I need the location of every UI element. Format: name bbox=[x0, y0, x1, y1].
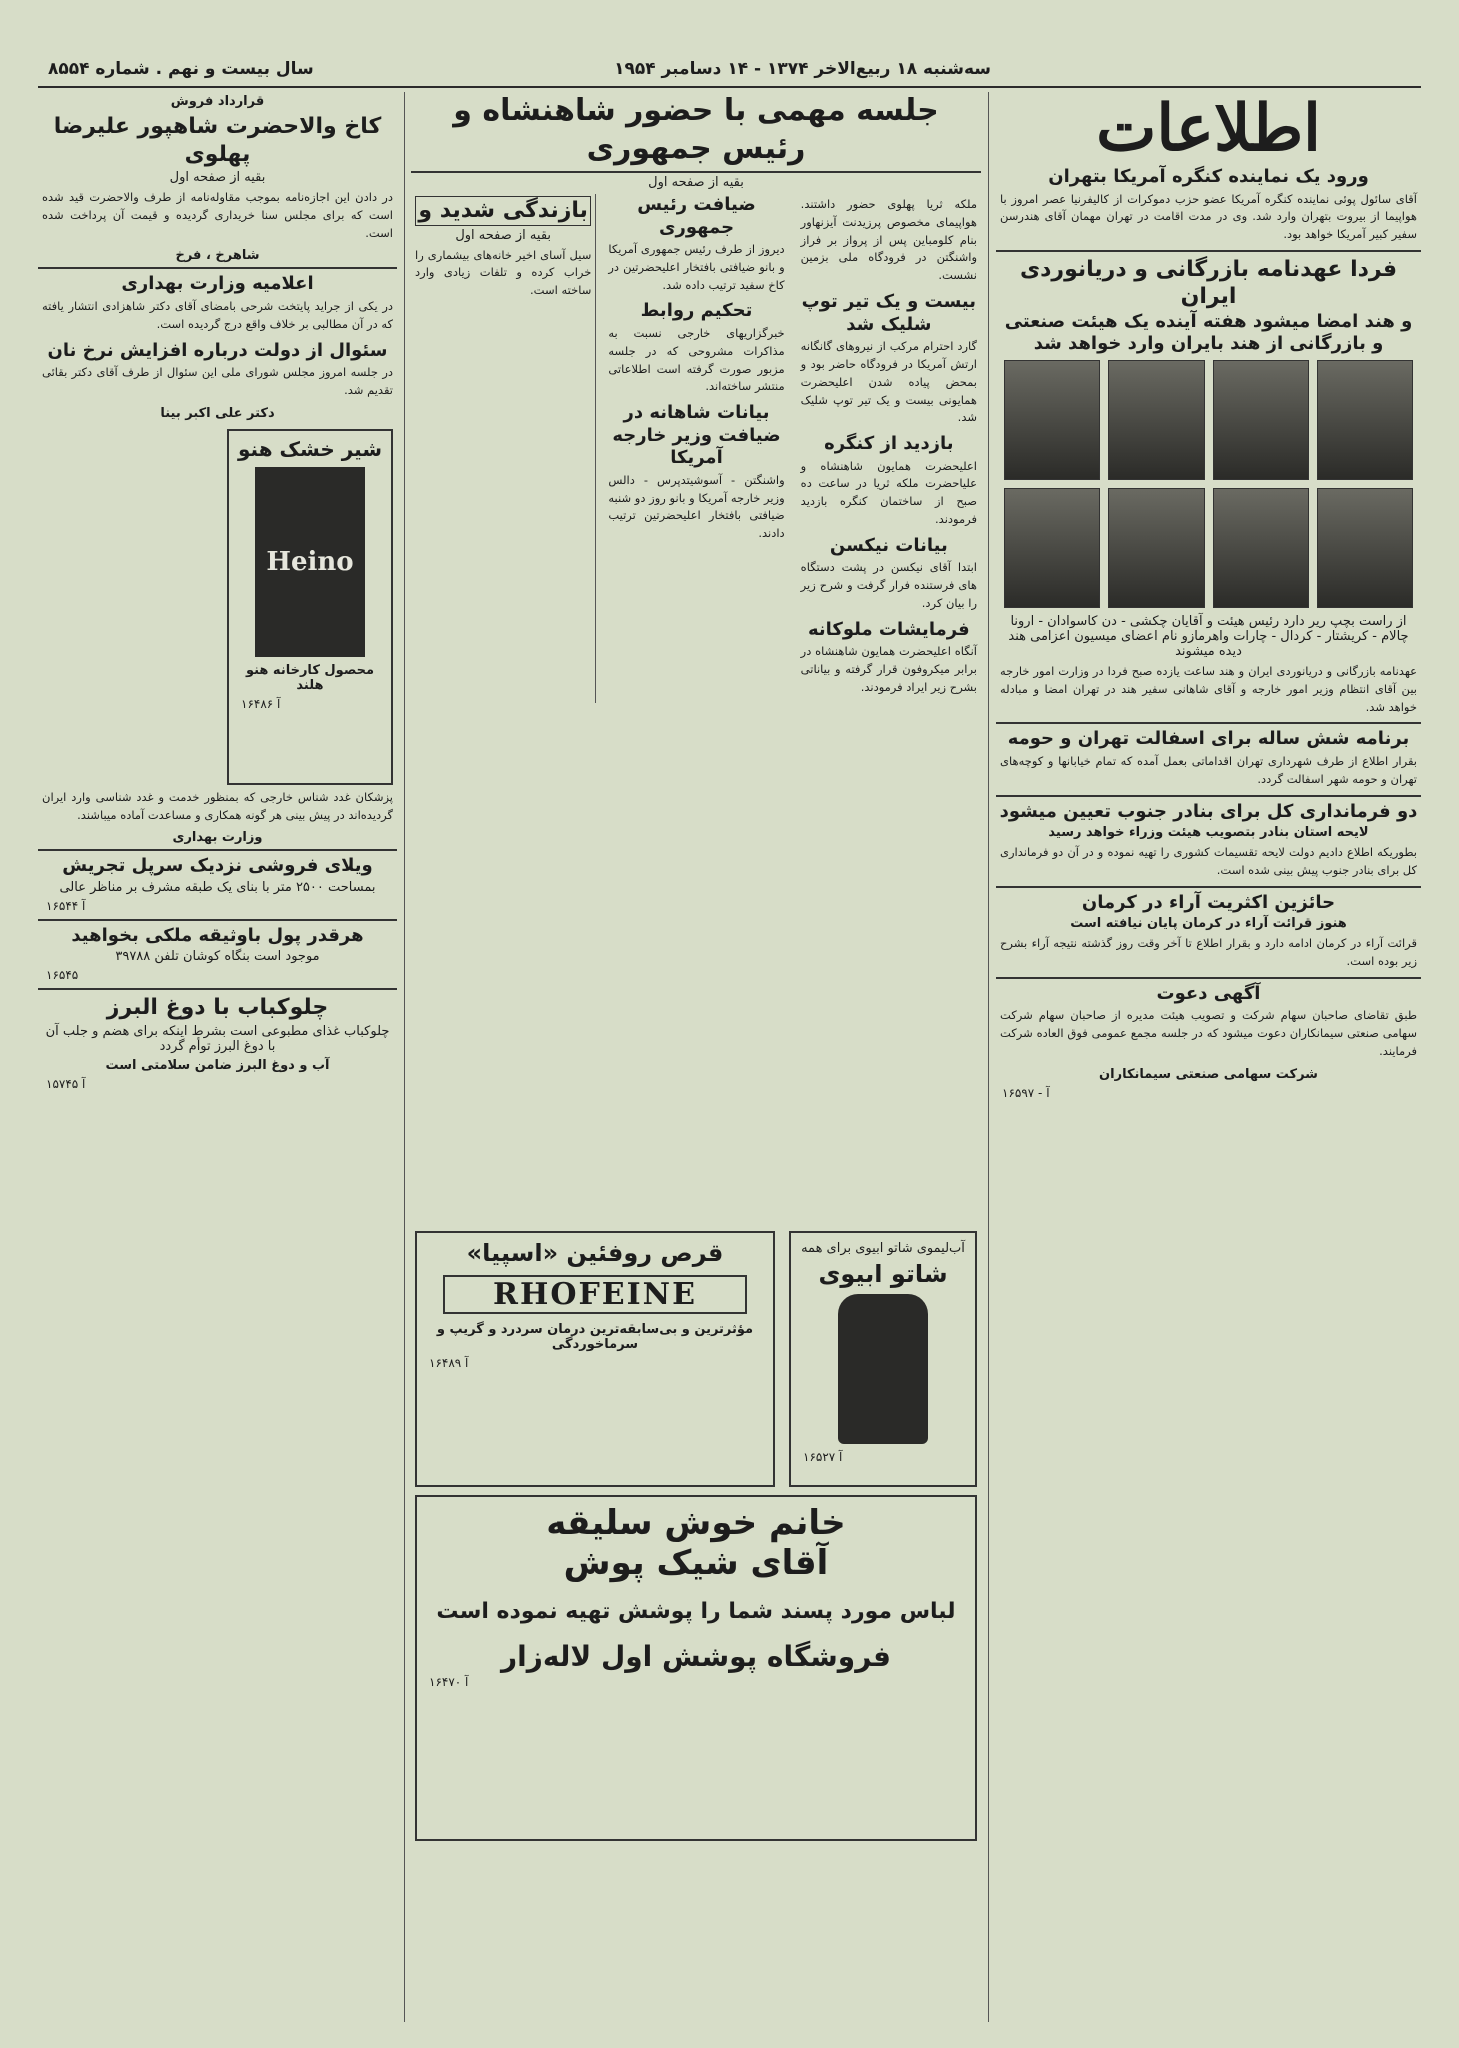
header-line bbox=[38, 52, 1421, 88]
contract-title: قرارداد فروش bbox=[170, 94, 265, 109]
chelo-line2: آب و دوغ البرز ضامن سلامتی است bbox=[105, 1057, 330, 1073]
bread-question-title: سئوال از دولت درباره افزایش نرخ نان bbox=[47, 339, 388, 361]
loan-title: هرقدر پول باوثیقه ملکی بخواهید bbox=[71, 924, 364, 946]
column-middle bbox=[411, 92, 981, 2022]
pooshesh-line4: فروشگاه پوشش اول لاله‌زار bbox=[501, 1640, 891, 1673]
story-kerman-title: حائزین اکثریت آراء در کرمان bbox=[1081, 891, 1336, 913]
pooshesh-line3: لباس مورد پسند شما را پوشش تهیه نموده است bbox=[436, 1599, 956, 1624]
salute-body: گارد احترام مرکب از نیروهای گانگانه ارتش آمریکا در فرودگاه حاضر بود و بمحض پیاده شدن اعلیحضرت همایونی بیست و یک تیر توپ شلیک شد. bbox=[800, 339, 977, 425]
royal-remarks-title: فرمایشات ملوکانه bbox=[807, 618, 970, 640]
ad-chelokabab bbox=[38, 988, 397, 1097]
health-notice-title: اعلامیه وزارت بهداری bbox=[121, 273, 314, 295]
lead-body: ملکه ثریا پهلوی حضور داشتند. هواپیمای مخصوص پرزیدنت آیزنهاور بنام کلومباین پس از پرواز بر فراز واشنگتن در فرودگاه ملی بزمین نشست. bbox=[800, 197, 977, 283]
loan-body: موجود است بنگاه کوشان تلفن ۳۹۷۸۸ bbox=[115, 949, 320, 965]
story-asphalt-title: برنامه شش ساله برای اسفالت تهران و حومه bbox=[1007, 728, 1410, 750]
story-ports-subtitle: لایحه استان بنادر بتصویب هیئت وزراء خواهد رسید bbox=[1048, 825, 1369, 840]
ad-sharab bbox=[789, 1231, 977, 1487]
story-treaty-title: فردا عهدنامه بازرگانی و دریانوردی ایران bbox=[1019, 256, 1398, 310]
rain-subtitle: بقیه از صفحه اول bbox=[455, 227, 552, 243]
photo-grid bbox=[996, 356, 1421, 612]
ad-pooshesh bbox=[415, 1495, 977, 1841]
story-kerman-body: قرائت آراء در کرمان ادامه دارد و بقرار اطلاع تا آخر وقت روز گذشته نتیجه آراء بشرح زیر بوده است. bbox=[1000, 936, 1417, 968]
divider bbox=[38, 267, 397, 269]
congress-title: بازدید از کنگره bbox=[824, 433, 954, 455]
divider bbox=[996, 250, 1421, 252]
loan-code: ۱۶۵۴۵ bbox=[46, 968, 79, 983]
bread-question-body: در جلسه امروز مجلس شورای ملی این سئوال از طرف آقای دکتر بقائی تقدیم شد. bbox=[42, 365, 393, 397]
doctors-notice: پزشکان غدد شناس خارجی که بمنظور خدمت و غدد شناسی وارد ایران گردیده‌اند در پیش بینی هر گونه همکاری و مساعدت آماده میباشند. bbox=[42, 789, 393, 822]
relations-body: خبرگزاریهای خارجی نسبت به مذاکرات مشروحی که در جلسه مزبور صورت گرفته است اطلاعاتی منتشر ساخته‌اند. bbox=[608, 325, 785, 394]
delegate-photo bbox=[1213, 360, 1309, 480]
milk-can-icon bbox=[255, 467, 365, 657]
palace-body: در دادن این اجازه‌نامه بموجب مقاوله‌نامه از طرف والاحضرت قید شده است که برای مجلس سنا خریداری گردیده و قیمت آن پرداخت شده است. bbox=[42, 190, 393, 240]
date-line: سه‌شنبه ۱۸ ربیع‌الاخر ۱۳۷۴ - ۱۴ دسامبر ۱۹۵۴ bbox=[614, 59, 991, 79]
story-treaty-body: عهدنامه بازرگانی و دریانوردی ایران و هند ساعت یازده صبح فردا در وزارت امور خارجه بین آقای انتظام وزیر امور خارجه و آقای شاهانی سفیر هند در تهران امضا و مبادله خواهد شد. bbox=[1000, 663, 1417, 714]
column-rule bbox=[988, 92, 989, 2022]
photo-caption: از راست بچپ ریر دارد رئیس هیئت و آقایان چکشی - دن کاسوادان - ارونا چالام - کریشتار - کردال - چارات واهرمازو نام اعضای میسیون اعزامی هند دیده میشوند bbox=[1008, 613, 1409, 659]
royal-remarks-body: آنگاه اعلیحضرت همایون شاهنشاه در برابر میکروفون قرار گرفته و بیاناتی بشرح زیر ایراد فرمودند. bbox=[800, 644, 977, 694]
ad-honu bbox=[227, 429, 393, 785]
lead-subtitle: بقیه از صفحه اول bbox=[648, 175, 744, 190]
reception-body: دیروز از طرف رئیس جمهوری آمریکا و بانو ضیافتی بافتخار اعلیحضرتین در کاخ سفید ترتیب داده شد. bbox=[608, 242, 785, 292]
delegate-photo bbox=[1004, 360, 1100, 480]
notice-signature: شرکت سهامی صنعتی سیمانکاران bbox=[1099, 1066, 1318, 1082]
dulles-dinner-body: واشنگتن - آسوشیتدپرس - دالس وزیر خارجه آمریکا و بانو روز دو شنبه ضیافتی بافتخار اعلیحضرتین ترتیب دادند. bbox=[608, 472, 785, 541]
volume-number: سال بیست و نهم . شماره ۸۵۵۴ bbox=[48, 59, 314, 79]
chelo-title: چلوکباب با دوغ البرز bbox=[106, 995, 329, 1021]
rain-title: بازندگی شدید و bbox=[415, 196, 591, 226]
sharab-top: آب‌لیموی شاتو ابیوی برای همه bbox=[801, 1241, 965, 1256]
ad-loan bbox=[38, 919, 397, 989]
delegate-photo bbox=[1108, 360, 1204, 480]
delegate-photo bbox=[1317, 488, 1413, 608]
lead-col-b bbox=[604, 194, 788, 703]
delegate-photo bbox=[1213, 488, 1309, 608]
bread-question-signature: دکتر علی اکبر بینا bbox=[160, 405, 275, 421]
salute-title: بیست و یک تیر توپ شلیک شد bbox=[801, 291, 977, 335]
rhofeine-latin: RHOFEINE bbox=[443, 1275, 747, 1314]
delegate-photo bbox=[1004, 488, 1100, 608]
health-notice-body: در یکی از جراید پایتخت شرحی بامضای آقای دکتر شاهزادی انتشار یافته که در آن مطالبی بر خلاف واقع درج گردیده است. bbox=[42, 298, 393, 331]
middle-ads bbox=[411, 1227, 981, 1845]
lead-columns bbox=[411, 194, 981, 703]
chelo-body: چلوکباب غذای مطبوعی است بشرط اینکه برای هضم و جلب آن با دوغ البرز توأم گردد bbox=[45, 1023, 390, 1054]
chelo-code: آ ۱۵۷۴۵ bbox=[46, 1076, 86, 1091]
palace-signature: شاهرخ ، فرخ bbox=[175, 248, 260, 264]
sharab-code: آ ۱۶۵۲۷ bbox=[803, 1450, 843, 1464]
honu-bottom: محصول کارخانه هنو هلند bbox=[245, 662, 375, 693]
story-asphalt-body: بقرار اطلاع از طرف شهرداری تهران اقداماتی بعمل آمده که تمام خیابانها و کوچه‌های تهران و حومه شهر اسفالت گردد. bbox=[1000, 753, 1417, 786]
delegate-photo bbox=[1317, 360, 1413, 480]
story-treaty-subtitle: و هند امضا میشود هفته آینده یک هیئت صنعتی و بازرگانی از هند بایران وارد خواهد شد bbox=[1004, 310, 1413, 355]
rhofeine-title: قرص روفئین «اسپیا» bbox=[466, 1239, 724, 1267]
nixon-title: بیانات نیکسن bbox=[829, 534, 948, 556]
masthead-logo: اطلاعات bbox=[1096, 92, 1321, 166]
delegate-photo bbox=[1108, 488, 1204, 608]
pooshesh-line1: خانم خوش سلیقه bbox=[546, 1503, 846, 1543]
ads-row bbox=[411, 1227, 981, 1491]
villa-code: آ ۱۶۵۴۴ bbox=[46, 898, 86, 913]
lead-col-c bbox=[411, 194, 596, 703]
ad-villa bbox=[38, 849, 397, 919]
newspaper-page bbox=[38, 52, 1421, 2024]
reception-title: ضیافت رئیس جمهوری bbox=[637, 194, 756, 238]
divider bbox=[996, 722, 1421, 724]
notice-body: طبق تقاضای صاحبان سهام شرکت و تصویب هیئت مدیره از صاحبان سهام شرکت سهامی صنعتی سیمانکاران دعوت میشود که در جلسه مجمع عمومی فوق العاده شرکت فرمایند. bbox=[1000, 1008, 1417, 1058]
divider bbox=[996, 977, 1421, 979]
lead-col-a bbox=[797, 194, 981, 703]
congress-body: اعلیحضرت همایون شاهنشاه و علیاحضرت ملکه ثریا در ساعت ده صبح از ساختمان کنگره بازدید فرمودند. bbox=[800, 458, 977, 527]
palace-subtitle: بقیه از صفحه اول bbox=[169, 170, 266, 185]
column-right bbox=[996, 92, 1421, 2022]
story-congressman-title: ورود یک نماینده کنگره آمریکا بتهران bbox=[1048, 166, 1369, 187]
divider bbox=[996, 886, 1421, 888]
honu-code: آ ۱۶۴۸۶ bbox=[241, 696, 281, 711]
column-left bbox=[38, 92, 397, 2022]
villa-title: ویلای فروشی نزدیک سرپل تجریش bbox=[62, 855, 373, 877]
notice-title: آگهی دعوت bbox=[1156, 982, 1261, 1004]
rhofeine-slogan: مؤثرترین و بی‌سابقه‌ترین درمان سردرد و گریپ و سرماخوردگی bbox=[436, 1322, 754, 1352]
story-kerman-subtitle: هنوز قرائت آراء در کرمان پایان نیافته است bbox=[1070, 916, 1347, 932]
nixon-body: ابتدا آقای نیکسن در پشت دستگاه های فرستنده فرار گرفت و شرح زیر را بیان کرد. bbox=[800, 560, 977, 610]
pooshesh-line2: آقای شیک پوش bbox=[563, 1543, 829, 1583]
pooshesh-code: آ ۱۶۴۷۰ bbox=[429, 1675, 469, 1689]
column-rule bbox=[404, 92, 405, 2022]
divider bbox=[996, 795, 1421, 797]
story-ports-body: بطوریکه اطلاع دادیم دولت لایحه تقسیمات کشوری را تهیه نموده و در آن دو فرمانداری کل برای بنادر جنوب پیش بینی شده است. bbox=[1000, 845, 1417, 877]
honu-title: شیر خشک هنو bbox=[237, 436, 382, 461]
story-congressman-body: آقای سائول پوئی نماینده کنگره آمریکا عضو حزب دموکرات از کالیفرنیا عصر امروز با هواپیما از بیروت بتهران وارد شد. وی در مدت اقامت در تهران مهمان آقای هندرسن سفیر کبیر آمریکا خواهد بود. bbox=[1000, 191, 1417, 242]
rhofeine-code: آ ۱۶۴۸۹ bbox=[429, 1356, 469, 1370]
dulles-dinner-title: بیانات شاهانه در ضیافت وزیر خارجه آمریکا bbox=[612, 402, 781, 469]
lead-headline: جلسه مهمی با حضور شاهنشاه و رئیس جمهوری bbox=[411, 92, 981, 173]
notice-code: آ - ۱۶۵۹۷ bbox=[1002, 1085, 1050, 1100]
sharab-title: شاتو ابیوی bbox=[818, 1260, 948, 1288]
honu-latin: Heino bbox=[266, 546, 354, 577]
doctors-signature: وزارت بهداری bbox=[172, 830, 263, 846]
story-ports-title: دو فرمانداری کل برای بنادر جنوب تعیین میشود bbox=[999, 800, 1418, 822]
villa-body: بمساحت ۲۵۰۰ متر با بنای یک طبقه مشرف بر مناظر عالی bbox=[59, 879, 376, 895]
palace-title: کاخ والاحضرت شاهپور علیرضا پهلوی bbox=[53, 114, 382, 167]
bottle-icon bbox=[838, 1294, 928, 1444]
rain-body: سیل آسای اخیر خانه‌های بیشماری را خراب کرده و تلفات زیادی وارد ساخته است. bbox=[415, 247, 592, 298]
ad-rhofeine bbox=[415, 1231, 775, 1487]
relations-title: تحکیم روابط bbox=[640, 300, 753, 322]
